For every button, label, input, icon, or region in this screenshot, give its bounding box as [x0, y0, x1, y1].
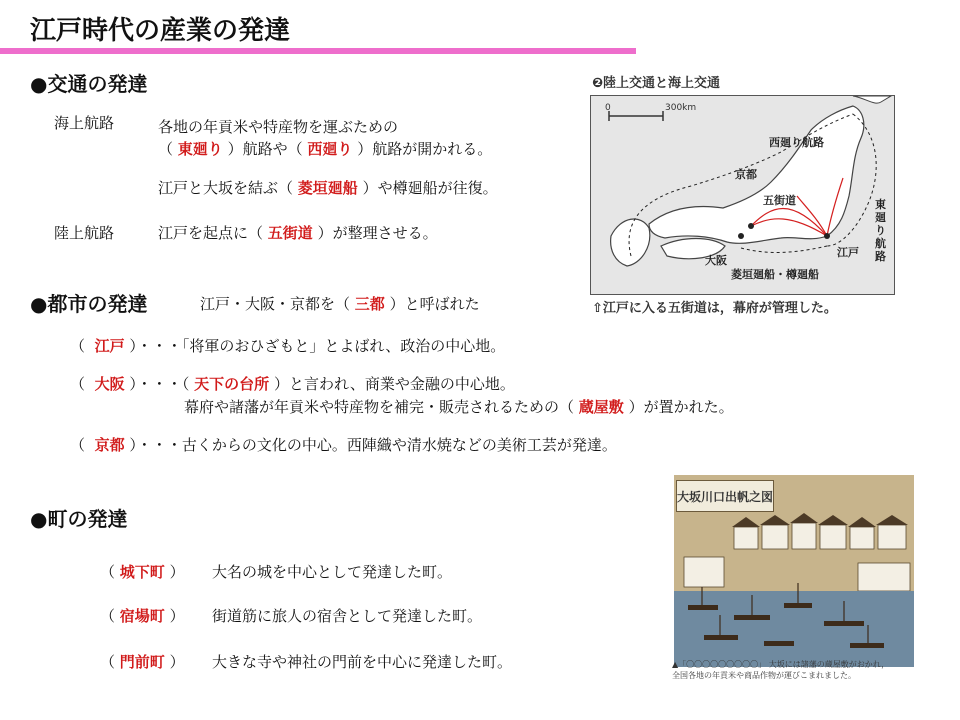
harbor-water [674, 591, 914, 667]
scale-label: 300km [665, 103, 697, 113]
text-tail: ）と呼ばれた [389, 295, 480, 313]
bracket-close: ） [169, 653, 185, 671]
bracket-open: （ [100, 653, 116, 671]
title-underline [0, 48, 636, 54]
hokkaido-tip [853, 96, 891, 103]
town-desc: 街道筋に旅人の宿舎として発達した町。 [212, 607, 483, 625]
higaki-route-line [741, 246, 827, 252]
text-head: 江戸を起点に（ [158, 224, 264, 242]
map-caption [592, 297, 837, 316]
answer-nishi-mawari: 西廻り [307, 140, 353, 158]
map-caption-text: 江戸に入る五街道は，幕府が管理した。 [602, 301, 837, 316]
osaka-line2 [184, 396, 734, 417]
print-caption-line1: ▲「〇〇〇〇〇〇〇〇〇」 大坂には諸藩の蔵屋敷がおかれ， [672, 660, 890, 669]
bracket-open: （ [70, 375, 86, 393]
answer-edo: 江戸 [94, 337, 125, 355]
answer-santo: 三都 [354, 295, 385, 313]
bracket-open: （ [70, 436, 86, 454]
text-connector: ）航路や（ [227, 140, 303, 158]
town-desc: 大きな寺や神社の門前を中心に発達した町。 [212, 653, 513, 671]
label-higaki: 菱垣廻船・樽廻船 [731, 268, 819, 281]
towns-heading: ●町の発達 [30, 507, 128, 531]
answer-higaki-kaisen: 菱垣廻船 [297, 179, 358, 197]
japan-route-map [590, 95, 895, 295]
text-head: 幕府や諸藩が年貢米や特産物を補完・販売されるための（ [184, 398, 575, 416]
bracket-open: （ [100, 607, 116, 625]
answer-tenka-no-daidokoro: 天下の台所 [194, 375, 270, 393]
label-east-route: 東廻り航路 [875, 198, 886, 263]
text-tail: ）や樽廻船が往復。 [362, 179, 498, 197]
text-head: 江戸と大坂を結ぶ（ [158, 179, 294, 197]
bracket-close: ） [169, 563, 185, 581]
sea-route-line3 [158, 177, 498, 198]
label-gokaido: 五街道 [763, 194, 796, 207]
answer-osaka: 大阪 [94, 375, 125, 393]
town-item [100, 561, 185, 582]
bracket-open: （ [70, 337, 86, 355]
transport-heading: ●交通の発達 [30, 72, 148, 96]
kyoto-line [70, 434, 617, 455]
print-caption-line2: 全国各地の年貢米や商品作物が運びこまれました。 [672, 671, 856, 680]
map-drawing [591, 96, 894, 294]
sea-route-line2 [158, 138, 492, 159]
edo-marker [824, 233, 830, 239]
kyoto-marker [748, 223, 754, 229]
cities-heading: ●都市の発達 [30, 292, 148, 316]
answer-shukubamachi: 宿場町 [119, 607, 165, 625]
town-item [100, 651, 185, 672]
label-edo: 江戸 [837, 246, 859, 259]
town-item [100, 605, 185, 626]
text-tail: ）航路が開かれる。 [357, 140, 493, 158]
text-connector: ）・・・（ [129, 375, 190, 393]
print-caption [672, 659, 889, 681]
cities-subtitle [200, 293, 480, 314]
town-desc: 大名の城を中心として発達した町。 [212, 563, 453, 581]
page-title: 江戸時代の産業の発達 [30, 16, 291, 46]
text-head: 江戸・大阪・京都を（ [200, 295, 351, 313]
text-tail: ）が整理させる。 [317, 224, 438, 242]
land-route-line [158, 222, 438, 243]
sea-route-label: 海上航路 [54, 114, 115, 132]
answer-kyoto: 京都 [94, 436, 125, 454]
land-route-label: 陸上航路 [54, 224, 115, 242]
text-tail: ）が置かれた。 [628, 398, 734, 416]
kyushu-island [611, 219, 650, 266]
map-title: ❷陸上交通と海上交通 [592, 76, 721, 91]
answer-jokamachi: 城下町 [119, 563, 165, 581]
label-west-route: 西廻り航路 [769, 136, 824, 149]
answer-gokaido: 五街道 [267, 224, 313, 242]
answer-kurayashiki: 蔵屋敷 [578, 398, 624, 416]
answer-higashi-mawari: 東廻り [177, 140, 223, 158]
osaka-marker [738, 233, 744, 239]
bracket-close: ） [169, 607, 185, 625]
up-arrow-icon: ⇧ [592, 301, 603, 316]
bracket-open: （ [100, 563, 116, 581]
label-kyoto: 京都 [735, 168, 757, 181]
bracket-open: （ [158, 140, 174, 158]
sea-route-line1: 各地の年貢米や特産物を運ぶための [158, 118, 399, 136]
scale-zero: 0 [605, 103, 611, 113]
text-tail: ）・・・古くからの文化の中心。西陣織や清水焼などの美術工芸が発達。 [129, 436, 617, 454]
edo-line [70, 335, 505, 356]
text-tail: ）と言われ、商業や金融の中心地。 [273, 375, 515, 393]
text-tail: ）・・・「将軍のおひざもと」とよばれ、政治の中心地。 [129, 337, 506, 355]
print-title-banner: 大坂川口出帆之図 [676, 480, 774, 512]
osaka-line [70, 373, 515, 394]
label-osaka: 大阪 [705, 254, 727, 267]
answer-monzenmachi: 門前町 [119, 653, 165, 671]
